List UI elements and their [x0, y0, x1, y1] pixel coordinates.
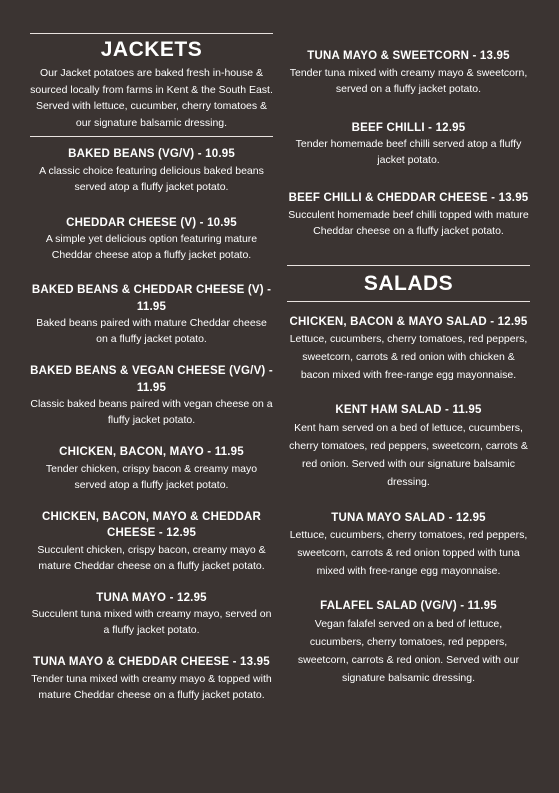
menu-item — [287, 510, 530, 581]
menu-item-title: TUNA MAYO & CHEDDAR CHEESE - 13.95 — [33, 656, 270, 668]
menu-item — [287, 190, 530, 239]
menu-item-title: CHICKEN, BACON, MAYO & CHEDDAR CHEESE - 12.95 — [42, 510, 261, 539]
menu-item-title: TUNA MAYO SALAD - 12.95 — [331, 511, 486, 524]
menu-item — [287, 314, 530, 385]
menu-item-title: BAKED BEANS (VG/V) - 10.95 — [68, 148, 235, 160]
menu-item-description: Baked beans paired with mature Cheddar cheese on a fluffy jacket potato. — [36, 317, 267, 345]
menu-item-title: KENT HAM SALAD - 11.95 — [335, 404, 482, 416]
menu-item-title: BAKED BEANS & CHEDDAR CHEESE (V) - 11.95 — [31, 284, 272, 313]
menu-item — [30, 509, 273, 574]
jackets-served-with: Served with lettuce, cucumber, cherry tomatoes & our signature balsamic dressing. — [35, 100, 268, 129]
right-column — [287, 0, 530, 687]
menu-item-description: Tender chicken, crispy bacon & creamy mayo served atop a fluffy jacket potato. — [45, 462, 258, 491]
menu-item-description: Succulent homemade beef chilli topped with mature Cheddar cheese on a fluffy jacket potato. — [288, 208, 529, 237]
menu-item-description: Succulent chicken, crispy bacon, creamy mayo & mature Cheddar cheese on a fluffy jacket potato. — [37, 543, 266, 572]
menu-item-description: Classic baked beans paired with vegan cheese on a fluffy jacket potato. — [30, 398, 273, 426]
menu-item-title: FALAFEL SALAD (VG/V) - 11.95 — [320, 600, 497, 612]
menu-item-title: CHEDDAR CHEESE (V) - 10.95 — [66, 216, 237, 229]
salads-top-rule — [287, 265, 530, 266]
menu-item-description: Tender tuna mixed with creamy mayo & topped with mature Cheddar cheese on a fluffy jacket potato. — [31, 672, 272, 701]
menu-item — [30, 590, 273, 639]
menu-item — [30, 215, 273, 264]
menu-item-description: A simple yet delicious option featuring mature Cheddar cheese atop a fluffy jacket potato. — [45, 233, 258, 261]
menu-item-description: Lettuce, cucumbers, cherry tomatoes, red peppers, sweetcorn, carrots & red onion with chicken & bacon mixed with free-range egg mayonnaise. — [289, 333, 528, 381]
jackets-intro: Our Jacket potatoes are baked fresh in-house & sourced locally from farms in Kent & the South East. — [30, 67, 273, 96]
menu-item — [30, 654, 273, 703]
menu-item-title: CHICKEN, BACON, MAYO - 11.95 — [59, 446, 244, 458]
menu-item — [287, 120, 530, 169]
menu-item-description: Tender tuna mixed with creamy mayo & sweetcorn, served on a fluffy jacket potato. — [289, 66, 528, 95]
menu-item-description: Vegan falafel served on a bed of lettuce, cucumbers, cherry tomatoes, red peppers, sweetcorn, carrots & red onion. Served with our signature balsamic dressing. — [297, 617, 520, 684]
menu-item-description: Tender homemade beef chilli served atop a fluffy jacket potato. — [295, 138, 522, 166]
salads-bottom-rule — [287, 301, 530, 302]
menu-item — [287, 48, 530, 97]
menu-item-description: Kent ham served on a bed of lettuce, cucumbers, cherry tomatoes, red peppers, sweetcorn, carrots & red onion. Served with our signature balsamic dressing. — [289, 421, 528, 488]
jackets-bottom-rule — [30, 136, 273, 137]
menu-item-description: Lettuce, cucumbers, cherry tomatoes, red peppers, sweetcorn, carrots & red onion topped with tuna mixed with free-range egg mayonnaise. — [289, 529, 528, 577]
menu-item-title: TUNA MAYO & SWEETCORN - 13.95 — [307, 50, 510, 62]
menu-item-title: CHICKEN, BACON & MAYO SALAD - 12.95 — [289, 315, 528, 328]
jackets-title: JACKETS — [100, 38, 203, 61]
menu-item — [30, 146, 273, 195]
menu-item — [30, 282, 273, 347]
jackets-column — [30, 0, 273, 703]
menu-item-description: Succulent tuna mixed with creamy mayo, served on a fluffy jacket potato. — [31, 608, 272, 636]
menu-item-title: BAKED BEANS & VEGAN CHEESE (VG/V) - 11.95 — [30, 365, 273, 394]
menu-item — [287, 598, 530, 687]
menu-item — [30, 363, 273, 428]
menu-item — [287, 402, 530, 491]
menu-item-title: BEEF CHILLI & CHEDDAR CHEESE - 13.95 — [288, 192, 529, 204]
salads-title: SALADS — [363, 271, 454, 295]
menu-item — [30, 444, 273, 493]
jackets-top-rule — [30, 33, 273, 34]
menu-item-description: A classic choice featuring delicious baked beans served atop a fluffy jacket potato. — [39, 164, 264, 193]
menu-item-title: BEEF CHILLI - 12.95 — [351, 121, 466, 134]
menu-item-title: TUNA MAYO - 12.95 — [96, 591, 207, 604]
